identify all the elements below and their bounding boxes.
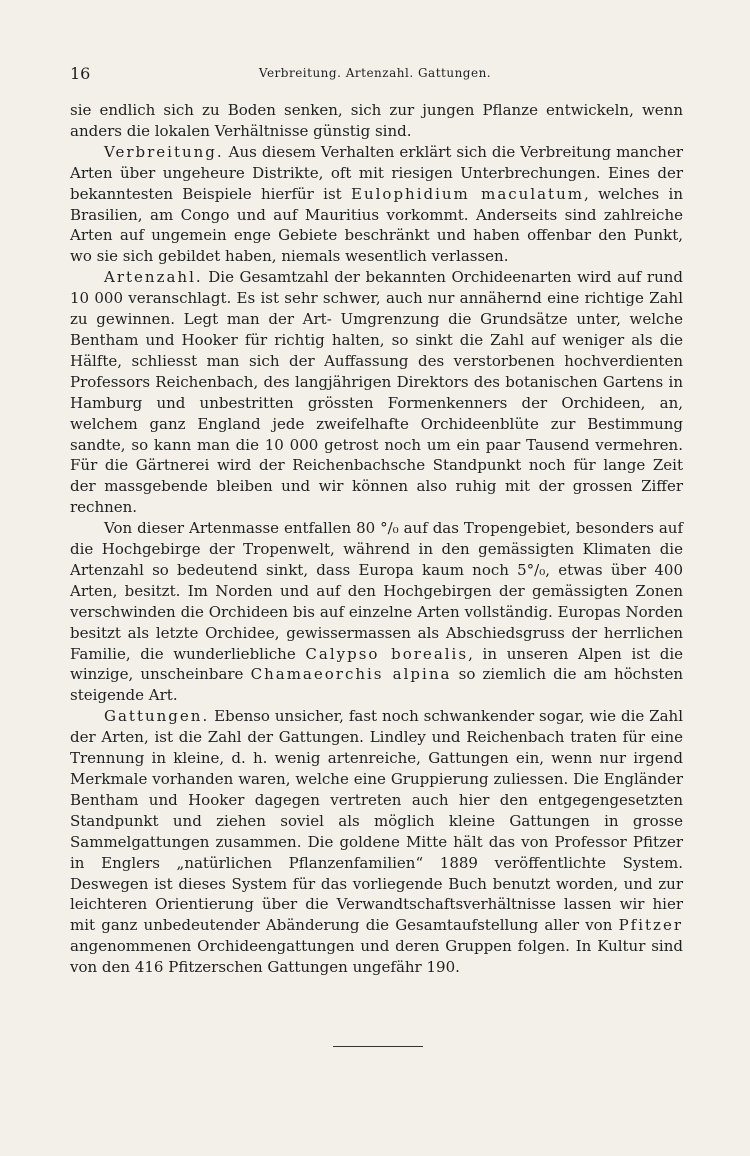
paragraph-text: so ziemlich die am höchsten steigende Art. [70, 665, 683, 705]
paragraph-text: angenommenen Orchideengattungen und deren Gruppen folgen. In Kultur sind von den 416 Pfitzerschen Gattungen ungefähr 190. [70, 937, 683, 977]
section-heading-verbreitung: Verbreitung. [104, 142, 224, 161]
species-name: Calypso borealis [305, 644, 469, 663]
species-name: Eulophidium maculatum [351, 184, 584, 203]
paragraph-text: sie endlich sich zu Boden senken, sich zur jungen Pflanze entwickeln, wenn anders die lokalen Verhältnisse günstig sind. [70, 101, 683, 140]
section-end-rule [333, 1046, 423, 1047]
section-heading-artenzahl: Artenzahl. [104, 268, 203, 287]
paragraph-artenzahl [70, 267, 683, 518]
paragraph-continuation [70, 100, 683, 142]
paragraph-text: Die Gesamtzahl der bekannten Orchideenarten wird auf rund 10 000 veranschlagt. Es ist sehr schwer, auch nur annähernd eine richtige Zahl zu gewinnen. Legt man der Art- Umgrenzung die Grundsätze unter, welche Bentham und Hooker für richtig halten, so sinkt die Zahl auf weniger als die Hälfte, schliesst man sich der Auffassung des verstorbenen hochverdienten Professors Reichenbach, des langjährigen Direktors des botanischen Gartens in Hamburg und unbestritten grössten Formenkenners der Orchideen, an, welchem ganz England jede zweifelhafte Orchideenblüte zur Bestimmung sandte, so kann man die 10 000 getrost noch um ein paar Tausend vermehren. Für die Gärtnerei wird der Reichenbachsche Standpunkt noch für lange Zeit der massgebende bleiben und wir können also ruhig mit der grossen Ziffer rechnen. [70, 268, 683, 517]
species-name: Chamaeorchis alpina [250, 665, 452, 684]
paragraph-text: Von dieser Artenmasse entfallen 80 °/₀ auf das Tropengebiet, besonders auf die Hochgebirge der Tropenwelt, während in den gemässigten Klimaten die Artenzahl so bedeutend sinkt, dass Europa kaum noch 5°/₀, etwas über 400 Arten, besitzt. Im Norden und auf den Hochgebirgen der gemässigten Zonen verschwinden die Orchideen bis auf einzelne Arten vollständig. Europas Norden besitzt als letzte Orchidee, gewissermassen als Abschiedsgruss der herrlichen Familie, die wunderliebliche [70, 519, 683, 663]
page-header [70, 64, 680, 84]
running-title: Verbreitung. Artenzahl. Gattungen. [258, 66, 492, 80]
section-heading-gattungen: Gattungen. [104, 707, 210, 726]
paragraph-gattungen [70, 706, 683, 978]
paragraph-text: , welches in Brasilien, am Congo und auf Mauritius vorkommt. Anderseits sind zahlreiche Arten auf ungemein enge Gebiete beschränkt und haben offenbar den Punkt, wo sie sich gebildet haben, niemals wesentlich verlassen. [70, 184, 683, 266]
paragraph-distribution [70, 518, 683, 706]
paragraph-text: Aus diesem Verhalten erklärt sich die Verbreitung mancher Arten über ungeheure Distrikte, oft mit riesigen Unterbrechungen. Eines der bekanntesten Beispiele hierfür ist [70, 142, 683, 203]
paragraph-text: Ebenso unsicher, fast noch schwankender sogar, wie die Zahl der Arten, ist die Zahl der Gattungen. Lindley und Reichenbach traten für eine Trennung in kleine, d. h. wenig artenreiche, Gattungen ein, wenn nur irgend Merkmale vorhanden waren, welche eine Gruppierung zuliessen. Die Engländer Bentham und Hooker dagegen vertreten auch hier den entgegengesetzten Standpunkt und ziehen soviel als möglich kleine Gattungen in grosse Sammelgattungen zusammen. Die goldene Mitte hält das von Professor Pfitzer in Englers „natürlichen Pflanzenfamilien“ 1889 veröffentlichte System. Deswegen ist dieses System für das vorliegende Buch benutzt worden, und zur leichteren Orientierung über die Verwandtschaftsverhältnisse lassen wir hier mit ganz unbedeutender Abänderung die Gesamtaufstellung aller von [70, 707, 683, 935]
author-name: Pfitzer [618, 916, 683, 935]
paragraph-text: , in unseren Alpen ist die winzige, unscheinbare [70, 644, 683, 684]
paragraph-verbreitung [70, 142, 683, 267]
body-text [70, 100, 683, 978]
page-number: 16 [70, 64, 91, 83]
